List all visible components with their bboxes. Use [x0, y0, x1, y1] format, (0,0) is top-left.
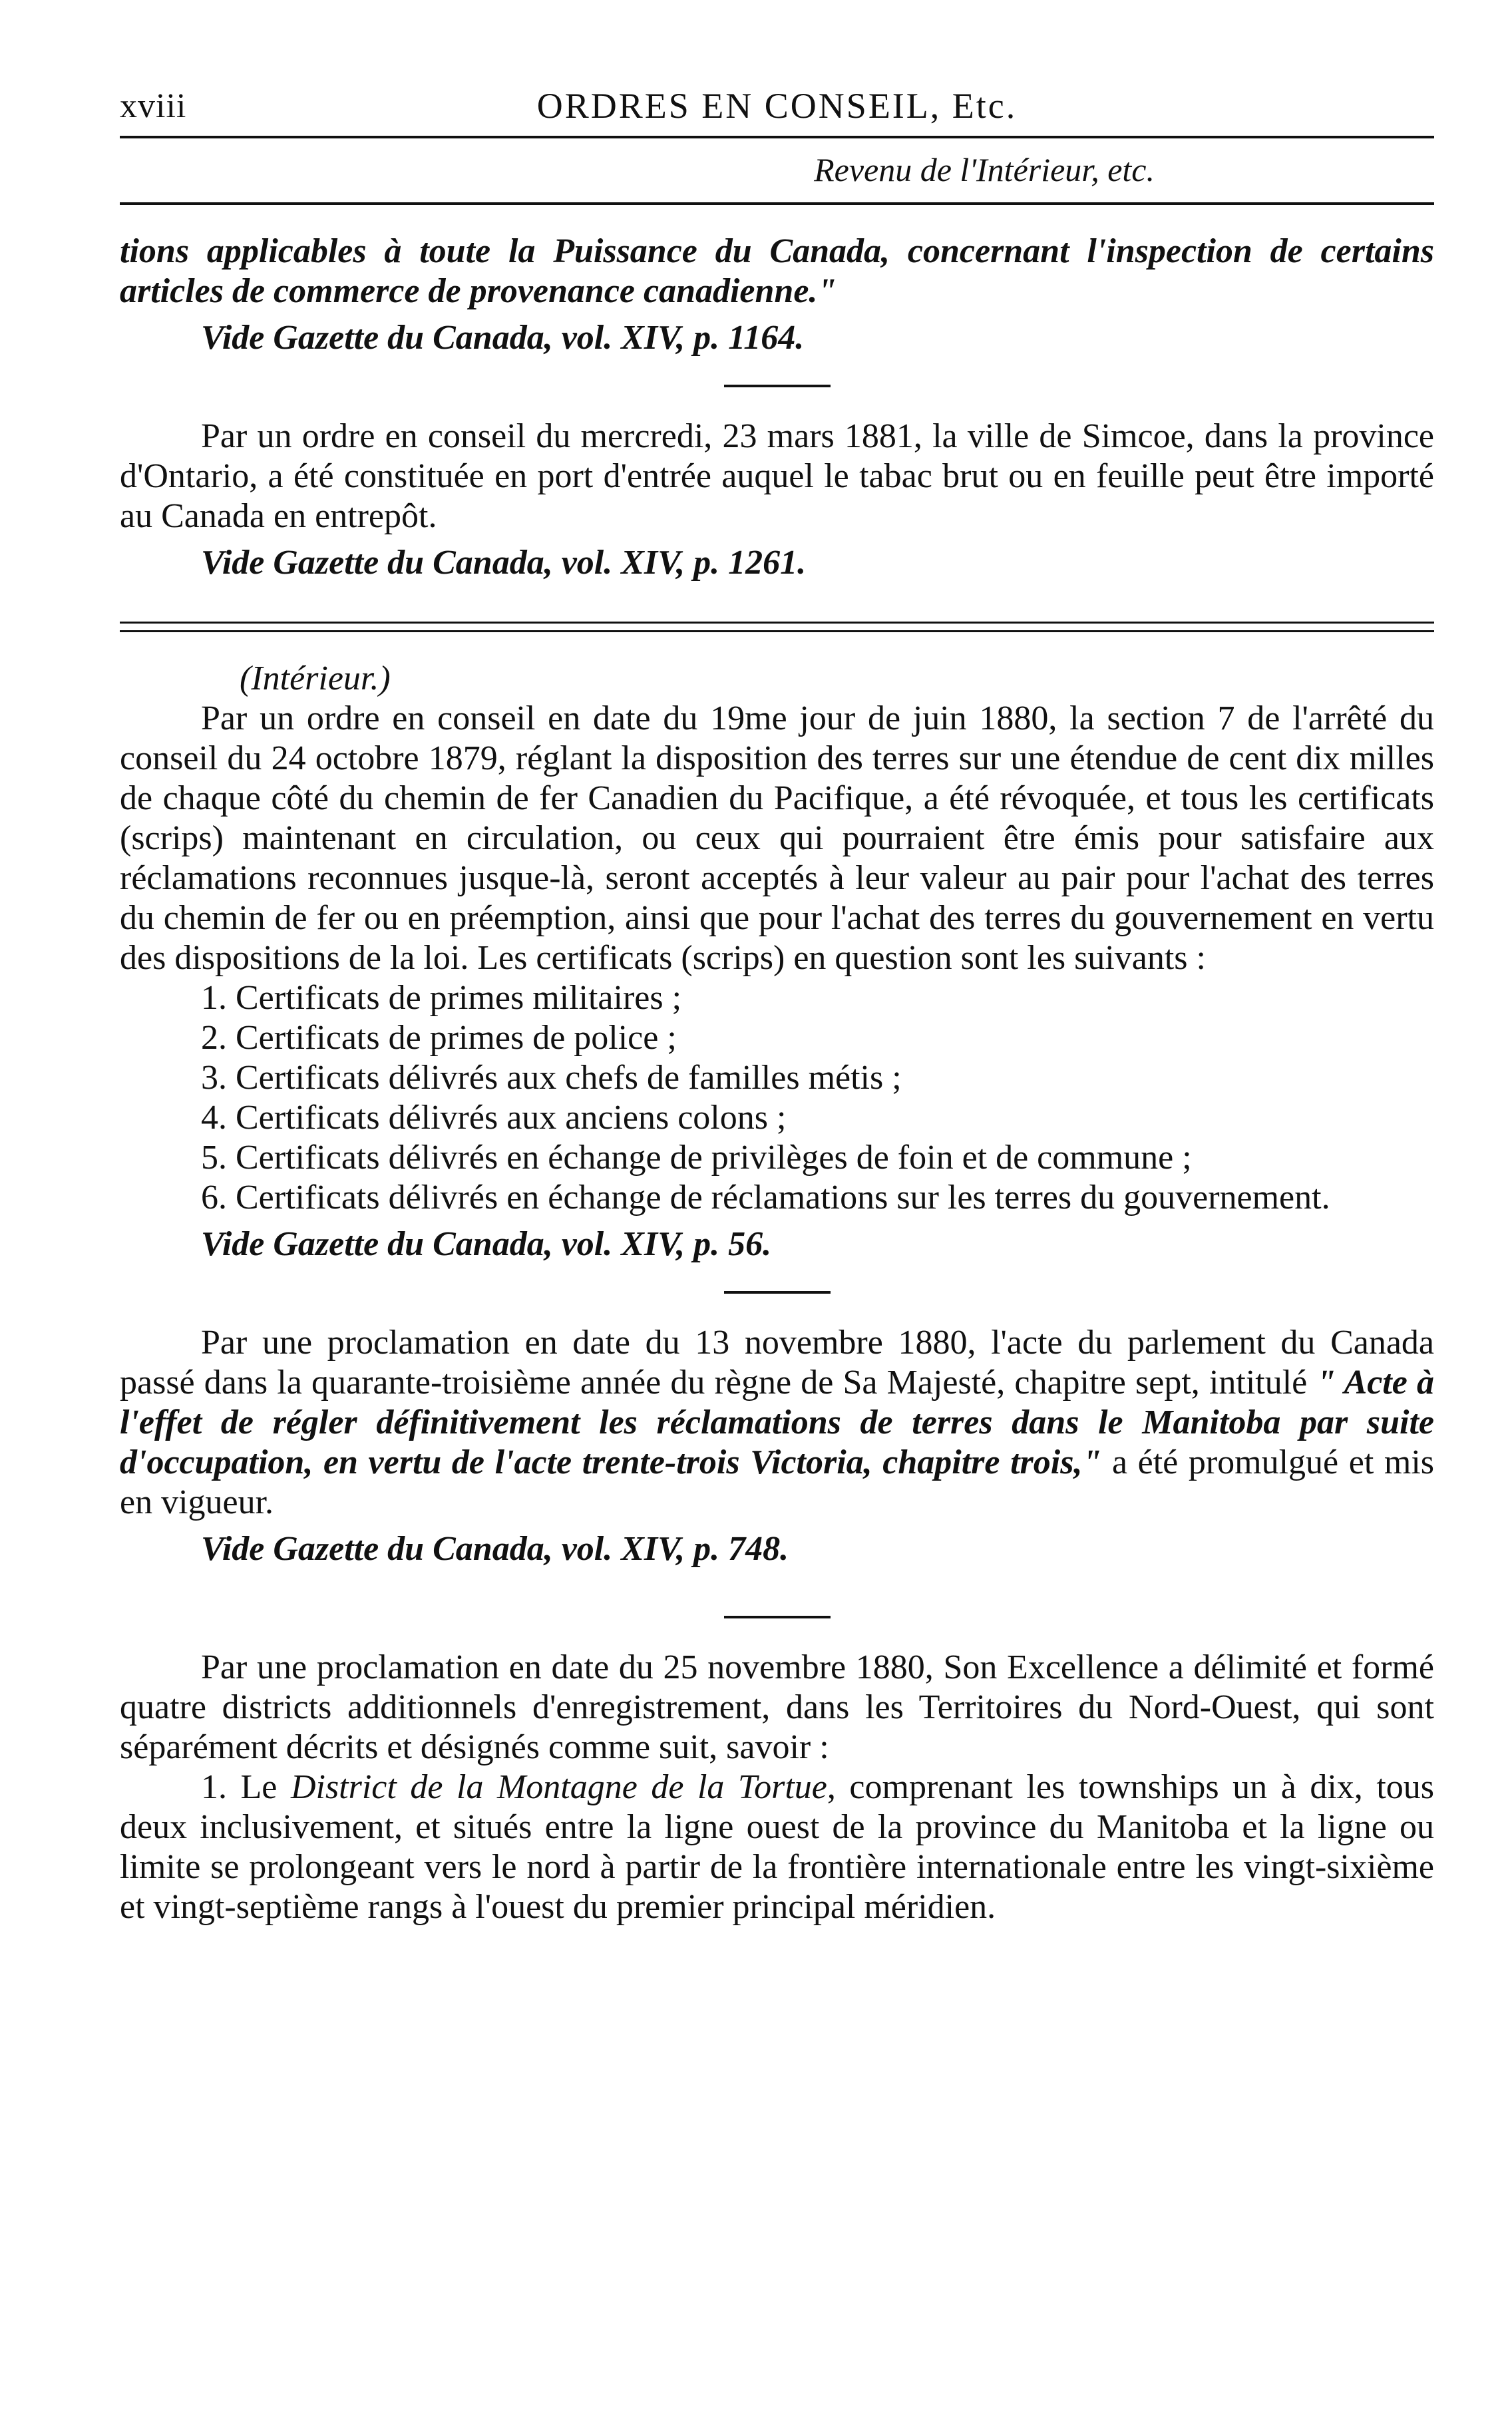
double-separator-rule [120, 622, 1434, 632]
continued-paragraph: tions applicables à toute la Puissance du Canada, concernant l'inspection de certains articles de commerce de provenance canadienne." [120, 232, 1434, 310]
list-item: 4. Certificats délivrés aux anciens colons ; [201, 1099, 787, 1137]
header-rule [120, 136, 1434, 138]
separator-rule [724, 385, 831, 387]
gazette-reference [201, 1224, 1434, 1264]
district-item [120, 1768, 1434, 1927]
list-item: 2. Certificats de primes de police ; [201, 1019, 677, 1057]
department-label: (Intérieur.) [240, 659, 391, 697]
district-item-number: 1. Le [201, 1768, 291, 1806]
separator-rule [724, 1616, 831, 1618]
list-item: 6. Certificats délivrés en échange de réclamations sur les terres du gouvernement. [201, 1179, 1330, 1216]
proclamation-text: Par une proclamation en date du 13 novembre 1880, l'acte du parlement du Canada passé dans la quarante-troisième année du règne de Sa Majesté, chapitre sept, intitulé [120, 1324, 1434, 1401]
paragraph-scrips: Par un ordre en conseil en date du 19me jour de juin 1880, la section 7 de l'arrêté du conseil du 24 octobre 1879, réglant la disposition des terres sur une étendue de cent dix milles de chaque côté du chemin de fer Canadien du Pacifique, a été révoquée, et tous les certificats (scrips) maintenant en circulation, ou ceux qui pourraient être émis pour satisfaire aux réclamations reconnues jusque-là, seront acceptés à leur valeur au pair pour l'achat des terres du chemin de fer ou en préemption, ainsi que pour l'achat des terres du gouvernement en vertu des dispositions de la loi. Les certificats (scrips) en question sont les suivants : [120, 699, 1434, 977]
gazette-reference [201, 1529, 1434, 1569]
district-name: District de la Montagne de la Tortue [290, 1768, 827, 1806]
page-number: xviii [120, 87, 187, 125]
act-title: " Acte à l'effet de régler définitivement les réclamations de terres dans le Manitoba par suite d'occupation, en vertu de l'acte trente-trois Victoria, chapitre trois," [120, 1364, 1435, 1481]
separator-rule [724, 1291, 831, 1294]
district-description: , comprenant les townships un à dix, tous deux inclusivement, et situés entre la ligne ouest de la province du Manitoba et la ligne ou limite se prolongeant vers le nord à partir de la frontière internationale entre les vingt-sixième et vingt-septième rangs à l'ouest du premier principal méridien. [120, 1768, 1435, 1926]
gazette-reference-text: Vide Gazette du Canada, vol. XIV, p. 748. [201, 1530, 789, 1568]
gazette-reference-text: Vide Gazette du Canada, vol. XIV, p. 1164. [201, 319, 805, 357]
gazette-reference [201, 543, 1434, 583]
running-title: ORDRES EN CONSEIL, Etc. [536, 86, 1018, 126]
section-rule [120, 202, 1434, 205]
gazette-reference-text: Vide Gazette du Canada, vol. XIV, p. 1261. [201, 544, 807, 582]
list-item: 5. Certificats délivrés en échange de privilèges de foin et de commune ; [201, 1139, 1192, 1177]
list-item: 3. Certificats délivrés aux chefs de familles métis ; [201, 1059, 902, 1097]
page-header [120, 80, 1434, 136]
paragraph-districts: Par une proclamation en date du 25 novembre 1880, Son Excellence a délimité et formé quatre districts additionnels d'enregistrement, dans les Territoires du Nord-Ouest, qui sont séparément décrits et désignés comme suit, savoir : [120, 1648, 1434, 1766]
section-heading: Revenu de l'Intérieur, etc. [814, 151, 1155, 188]
document-page [120, 80, 1434, 1927]
gazette-reference [201, 318, 1434, 358]
proclamation-text-end: a été promulgué et mis en vigueur. [120, 1443, 1434, 1521]
paragraph-proclamation-manitoba [120, 1323, 1434, 1523]
list-item: 1. Certificats de primes militaires ; [201, 979, 682, 1017]
paragraph-simcoe: Par un ordre en conseil du mercredi, 23 mars 1881, la ville de Simcoe, dans la province d'Ontario, a été constituée en port d'entrée auquel le tabac brut ou en feuille peut être importé au Canada en entrepôt. [120, 417, 1434, 535]
gazette-reference-text: Vide Gazette du Canada, vol. XIV, p. 56. [201, 1225, 772, 1263]
